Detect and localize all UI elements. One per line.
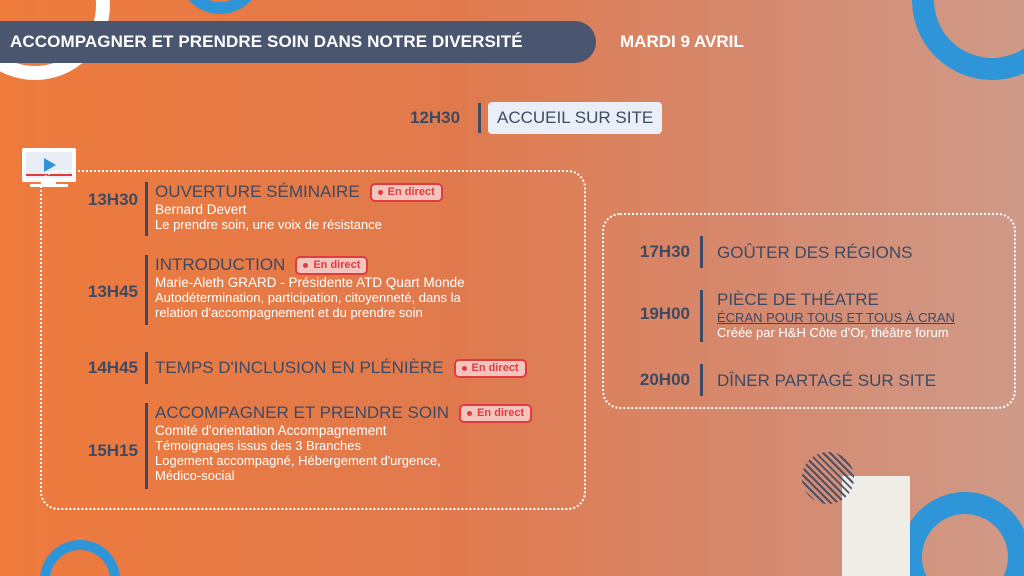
accueil-row: [410, 102, 662, 134]
session-row: [58, 255, 465, 325]
session-detail: Le prendre soin, une voix de résistance: [155, 217, 382, 232]
divider: [145, 255, 148, 325]
divider: [700, 364, 703, 396]
session-time: 17H30: [639, 242, 690, 261]
session-time: 13H45: [87, 282, 138, 301]
decorative-ring-blue-bottom-left: [40, 540, 120, 576]
live-badge: En direct: [295, 256, 368, 275]
live-badge: En direct: [459, 404, 532, 423]
session-title: OUVERTURE SÉMINAIRE: [155, 182, 360, 201]
decorative-hatched-circle: [802, 452, 854, 504]
evening-row: [620, 364, 936, 396]
divider: [145, 182, 148, 236]
live-dot-icon: [467, 411, 472, 416]
session-detail: Médico-social: [155, 468, 235, 483]
session-title: TEMPS D'INCLUSION EN PLÉNIÈRE: [155, 358, 444, 377]
evening-row: [620, 290, 955, 342]
title-banner: [0, 21, 596, 63]
live-dot-icon: [462, 366, 467, 371]
session-detail: Témoignages issus des 3 Branches: [155, 438, 361, 453]
session-time: 14H45: [87, 358, 138, 377]
session-title: GOÛTER DES RÉGIONS: [717, 243, 913, 262]
evening-row: [620, 236, 913, 268]
accueil-time: 12H30: [410, 108, 461, 127]
session-speaker: Marie-Aleth GRARD - Présidente ATD Quart Monde: [155, 275, 465, 290]
divider: [700, 236, 703, 268]
session-row: [58, 403, 532, 489]
session-time: 19H00: [639, 304, 690, 323]
session-speaker: Comité d'orientation Accompagnement: [155, 423, 387, 438]
event-date: MARDI 9 AVRIL: [620, 32, 744, 51]
decorative-ring-blue-bottom-right: [900, 492, 1024, 576]
session-detail: Autodétermination, participation, citoyenneté, dans la: [155, 290, 461, 305]
play-title-link[interactable]: ÉCRAN POUR TOUS ET TOUS À CRAN: [717, 310, 955, 325]
session-speaker: Bernard Devert: [155, 202, 247, 217]
session-title: INTRODUCTION: [155, 255, 286, 274]
divider: [145, 352, 148, 384]
page-title: ACCOMPAGNER ET PRENDRE SOIN DANS NOTRE DIVERSITÉ: [10, 32, 523, 51]
accueil-label: ACCUEIL SUR SITE: [488, 102, 662, 134]
live-badge: En direct: [454, 359, 527, 378]
session-detail: Logement accompagné, Hébergement d'urgence,: [155, 453, 441, 468]
live-dot-icon: [303, 263, 308, 268]
decorative-rectangle: [842, 476, 910, 576]
live-badge: En direct: [370, 183, 443, 202]
divider: [478, 103, 481, 133]
session-time: 15H15: [87, 441, 138, 460]
session-time: 13H30: [87, 190, 138, 209]
session-row: [58, 352, 527, 384]
decorative-ring-blue-top: [178, 0, 262, 14]
session-time: 20H00: [639, 370, 690, 389]
divider: [700, 290, 703, 342]
divider: [145, 403, 148, 489]
session-title: DÎNER PARTAGÉ SUR SITE: [717, 371, 937, 390]
session-title: PIÈCE DE THÉATRE: [717, 290, 879, 309]
session-detail: relation d'accompagnement et du prendre soin: [155, 305, 423, 320]
session-detail: Créée par H&H Côte d'Or, théâtre forum: [717, 325, 949, 340]
live-dot-icon: [378, 190, 383, 195]
decorative-ring-blue-right: [912, 0, 1024, 80]
session-title: ACCOMPAGNER ET PRENDRE SOIN: [155, 403, 450, 422]
session-row: [58, 182, 443, 236]
